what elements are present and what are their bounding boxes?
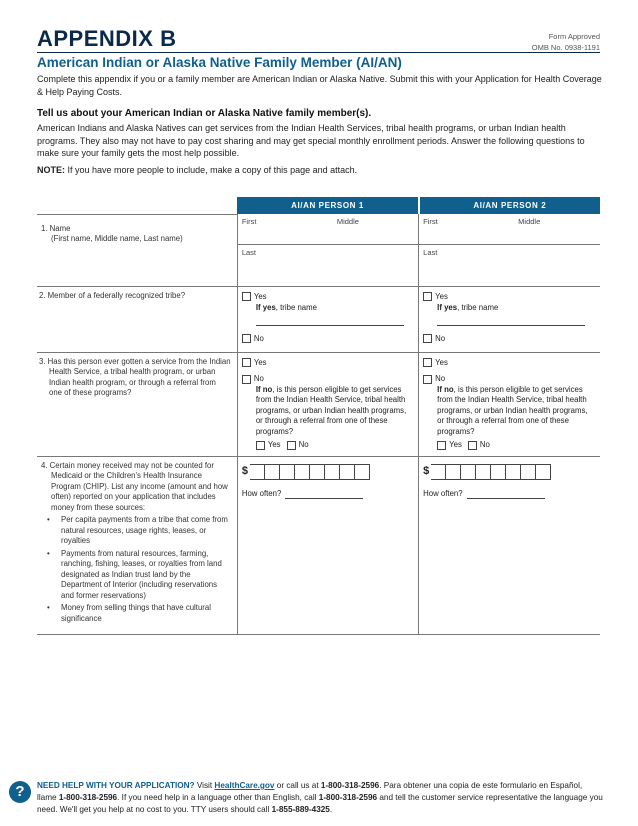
person2-tribe-name-label: If yes, tribe name xyxy=(437,303,499,312)
header-rule xyxy=(37,52,600,53)
person2-tribe-yes[interactable]: Yes xyxy=(423,292,596,303)
person2-first-label: First xyxy=(423,217,438,226)
amount-digit-box[interactable] xyxy=(310,464,325,480)
checkbox[interactable] xyxy=(242,292,251,301)
person1-how-often: How often? xyxy=(242,489,414,500)
amount-digit-box[interactable] xyxy=(521,464,536,480)
row-service xyxy=(37,352,600,456)
question-name xyxy=(37,214,237,286)
person2-eligible-yes[interactable]: Yes xyxy=(437,440,462,451)
checkbox[interactable] xyxy=(423,375,432,384)
row-tribe xyxy=(37,286,600,352)
income-bullet: • Per capita payments from a tribe that come from natural resources, usage rights, leases, or royalties xyxy=(47,515,228,545)
person2-eligible-no[interactable]: No xyxy=(468,440,490,451)
question-name-label: 1. Name xyxy=(41,223,71,233)
question-tribe: 2. Member of a federally recognized tribe? xyxy=(37,286,237,352)
person1-service-no[interactable]: No xyxy=(242,374,414,385)
amount-digit-box[interactable] xyxy=(265,464,280,480)
question-income xyxy=(37,456,237,634)
person2-name-cell[interactable] xyxy=(419,214,600,286)
amount-digit-box[interactable] xyxy=(295,464,310,480)
checkbox[interactable] xyxy=(437,441,446,450)
question-name-sub: (First name, Middle name, Last name) xyxy=(51,234,183,243)
person2-eligible-question: If no, is this person eligible to get services from the Indian Health Service, tribal health programs, or urban Indian health programs, or through a referral from one of these programs? xyxy=(437,384,588,436)
note xyxy=(37,165,357,175)
form-approved-label: Form Approved xyxy=(548,32,600,41)
note-label: NOTE: xyxy=(37,165,65,175)
checkbox[interactable] xyxy=(287,441,296,450)
person2-income-cell xyxy=(419,456,600,634)
person2-amount-field[interactable] xyxy=(423,464,596,480)
person1-tribe-yes[interactable]: Yes xyxy=(242,292,414,303)
person1-tribe-name-label: If yes, tribe name xyxy=(255,303,317,312)
person2-header: AI/AN PERSON 2 xyxy=(419,197,600,214)
person2-middle-label: Middle xyxy=(518,217,541,226)
person1-header: AI/AN PERSON 1 xyxy=(237,197,418,214)
income-bullet: • Payments from natural resources, farming, ranching, fishing, leases, or royalties from land designated as Indian trust land by the Department of Interior (including reservations and former reservations) xyxy=(47,548,222,600)
checkbox[interactable] xyxy=(423,358,432,367)
person1-eligible-no[interactable]: No xyxy=(287,440,309,451)
checkbox[interactable] xyxy=(242,358,251,367)
amount-digit-box[interactable] xyxy=(491,464,506,480)
person2-service-yes[interactable]: Yes xyxy=(423,358,596,369)
row-name xyxy=(37,214,600,286)
person1-name-cell[interactable] xyxy=(237,214,418,286)
person1-amount-field[interactable] xyxy=(242,464,414,480)
intro-text: Complete this appendix if you or a family member are American Indian or Alaska Native. Submit this with your Application for Health Coverage & Help Paying Costs. xyxy=(37,74,602,97)
person1-middle-label: Middle xyxy=(336,217,359,226)
person1-first-label: First xyxy=(241,217,257,226)
name-divider xyxy=(238,244,418,245)
question-income-text: 4. Certain money received may not be counted for Medicaid or the Children's Health Insurance Program (CHIP). List any income (amount and how often) reported on your application that includes money from these sources: xyxy=(41,460,228,512)
dollar-sign: $ xyxy=(423,465,430,478)
person1-tribe-name-field[interactable] xyxy=(256,322,404,326)
person1-eligible-options xyxy=(256,440,414,451)
person2-service-cell xyxy=(419,352,600,456)
person1-tribe-no[interactable]: No xyxy=(242,334,414,345)
person1-service-yes[interactable]: Yes xyxy=(242,358,414,369)
tty-number: 1-855-889-4325 xyxy=(271,805,330,814)
checkbox[interactable] xyxy=(256,441,265,450)
healthcare-gov-link[interactable]: HealthCare.gov xyxy=(214,781,275,790)
person1-eligible-question: If no, is this person eligible to get services from the Indian Health Service, tribal health programs, or urban Indian health programs, or through a referral from one of these programs? xyxy=(255,384,407,436)
person2-service-no[interactable]: No xyxy=(423,374,596,385)
amount-digit-box[interactable] xyxy=(250,464,265,480)
person2-tribe-cell xyxy=(419,286,600,352)
section-title: American Indian or Alaska Native Family Member (AI/AN) xyxy=(37,55,402,70)
checkbox[interactable] xyxy=(423,334,432,343)
checkbox[interactable] xyxy=(242,375,251,384)
form-approved-block xyxy=(532,31,600,53)
name-divider xyxy=(419,244,600,245)
amount-digit-box[interactable] xyxy=(446,464,461,480)
note-text: If you have more people to include, make a copy of this page and attach. xyxy=(65,165,358,175)
income-bullet: • Money from selling things that have cultural significance xyxy=(47,603,211,623)
person2-tribe-name-field[interactable] xyxy=(437,322,585,326)
amount-digit-box[interactable] xyxy=(325,464,340,480)
question-service: 3. Has this person ever gotten a service from the Indian Health Service, a tribal health program, or urban Indian health program, or through a referral from one of these programs? xyxy=(37,352,237,456)
person2-how-often: How often? xyxy=(423,489,596,500)
tell-us-body: American Indians and Alaska Natives can get services from the Indian Health Services, tribal health programs, or urban Indian health programs. They also may not have to pay cost sharing and may get special monthly enrollment periods. Answer the following questions to make sure your family gets the most help possible. xyxy=(37,123,585,158)
checkbox[interactable] xyxy=(242,334,251,343)
person1-last-label: Last xyxy=(241,248,257,257)
phone-number: 1-800-318-2596 xyxy=(58,793,118,802)
person2-last-label: Last xyxy=(423,248,438,257)
person1-service-cell xyxy=(237,352,418,456)
tell-us-heading: Tell us about your American Indian or Alaska Native family member(s). xyxy=(37,108,372,119)
person2-eligible-options xyxy=(437,440,596,451)
amount-digit-box[interactable] xyxy=(355,464,370,480)
aian-form-table xyxy=(37,197,600,635)
how-often-field[interactable] xyxy=(467,491,545,499)
amount-digit-box[interactable] xyxy=(476,464,491,480)
phone-number: 1-800-318-2596 xyxy=(318,793,378,802)
row-income xyxy=(37,456,600,634)
person1-income-cell xyxy=(237,456,418,634)
amount-digit-box[interactable] xyxy=(340,464,355,480)
footer-help: NEED HELP WITH YOUR APPLICATION? Visit HealthCare.gov or call us at 1-800-318-2596. Para obtener una copia de este formulario en Español, llame 1-800-318-2596. If you need help in a language other than English, call 1-800-318-2596 and tell the customer service representative the language you need. We'll get you help at no cost to you. TTY users should call 1-855-889-4325. xyxy=(37,781,603,814)
header-spacer xyxy=(37,197,237,214)
checkbox[interactable] xyxy=(423,292,432,301)
person2-tribe-no[interactable]: No xyxy=(423,334,596,345)
amount-digit-box[interactable] xyxy=(431,464,446,480)
amount-digit-box[interactable] xyxy=(461,464,476,480)
footer-lead: NEED HELP WITH YOUR APPLICATION? xyxy=(37,781,195,790)
checkbox[interactable] xyxy=(468,441,477,450)
amount-digit-box[interactable] xyxy=(280,464,295,480)
amount-digit-box[interactable] xyxy=(536,464,551,480)
amount-digit-box[interactable] xyxy=(506,464,521,480)
dollar-sign: $ xyxy=(241,465,248,478)
omb-number: OMB No. 0938-1191 xyxy=(531,43,600,52)
person1-tribe-cell xyxy=(237,286,418,352)
appendix-title: APPENDIX B xyxy=(37,26,177,51)
help-question-icon: ? xyxy=(9,781,31,803)
person1-eligible-yes[interactable]: Yes xyxy=(256,440,281,451)
how-often-field[interactable] xyxy=(285,491,363,499)
phone-number: 1-800-318-2596 xyxy=(320,781,380,790)
